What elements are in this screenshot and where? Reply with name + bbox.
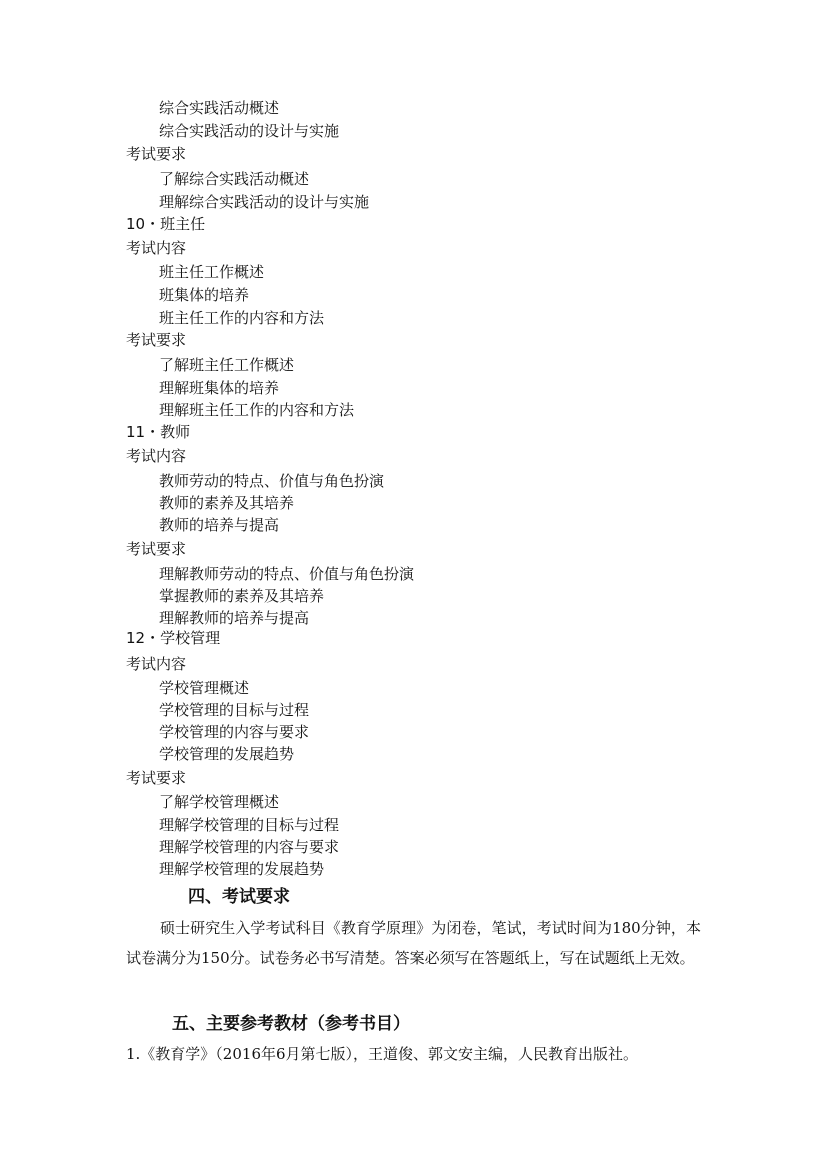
- outline-subheading: 考试内容: [126, 447, 187, 465]
- outline-item: 学校管理的发展趋势: [159, 745, 295, 763]
- chapter-title: 10・班主任: [126, 215, 206, 233]
- outline-item: 教师劳动的特点、价值与角色扮演: [159, 472, 385, 490]
- outline-item: 学校管理概述: [159, 679, 250, 697]
- outline-item: 掌握教师的素养及其培养: [159, 587, 325, 605]
- outline-item: 理解学校管理的目标与过程: [159, 816, 340, 834]
- outline-item: 综合实践活动的设计与实施: [159, 122, 340, 140]
- outline-item: 理解学校管理的发展趋势: [159, 860, 325, 878]
- outline-item: 理解综合实践活动的设计与实施: [159, 193, 370, 211]
- outline-subheading: 考试要求: [126, 540, 187, 558]
- outline-subheading: 考试要求: [126, 145, 187, 163]
- outline-subheading: 考试内容: [126, 655, 187, 673]
- chapter-title: 12・学校管理: [126, 629, 221, 647]
- outline-item: 了解学校管理概述: [159, 793, 280, 811]
- outline-item: 班主任工作的内容和方法: [159, 309, 325, 327]
- outline-subheading: 考试要求: [126, 769, 187, 787]
- outline-item: 班主任工作概述: [159, 263, 265, 281]
- outline-item: 理解学校管理的内容与要求: [159, 838, 340, 856]
- outline-item: 理解教师的培养与提高: [159, 609, 310, 627]
- outline-item: 理解班集体的培养: [159, 379, 280, 397]
- outline-item: 学校管理的目标与过程: [159, 701, 310, 719]
- outline-item: 综合实践活动概述: [159, 99, 280, 117]
- section-heading: 五、主要参考教材（参考书目）: [172, 1014, 410, 1034]
- outline-item: 教师的培养与提高: [159, 516, 280, 534]
- outline-item: 理解班主任工作的内容和方法: [159, 401, 355, 419]
- outline-subheading: 考试要求: [126, 331, 187, 349]
- outline-item: 理解教师劳动的特点、价值与角色扮演: [159, 565, 415, 583]
- outline-item: 了解综合实践活动概述: [159, 170, 310, 188]
- exam-requirements-paragraph: 硕士研究生入学考试科目《教育学原理》为闭卷，笔试，考试时间为180分钟，本试卷满分为150分。试卷务必书写清楚。答案必须写在答题纸上，写在试题纸上无效。: [126, 919, 701, 967]
- outline-item: 教师的素养及其培养: [159, 494, 295, 512]
- reference-item: 1.《教育学》（2016年6月第七版），王道俊、郭文安主编，人民教育出版社。: [126, 1045, 639, 1063]
- outline-subheading: 考试内容: [126, 239, 187, 257]
- section-heading: 四、考试要求: [188, 887, 290, 907]
- outline-item: 了解班主任工作概述: [159, 356, 295, 374]
- outline-item: 学校管理的内容与要求: [159, 723, 310, 741]
- chapter-title: 11・教师: [126, 423, 191, 441]
- outline-item: 班集体的培养: [159, 286, 250, 304]
